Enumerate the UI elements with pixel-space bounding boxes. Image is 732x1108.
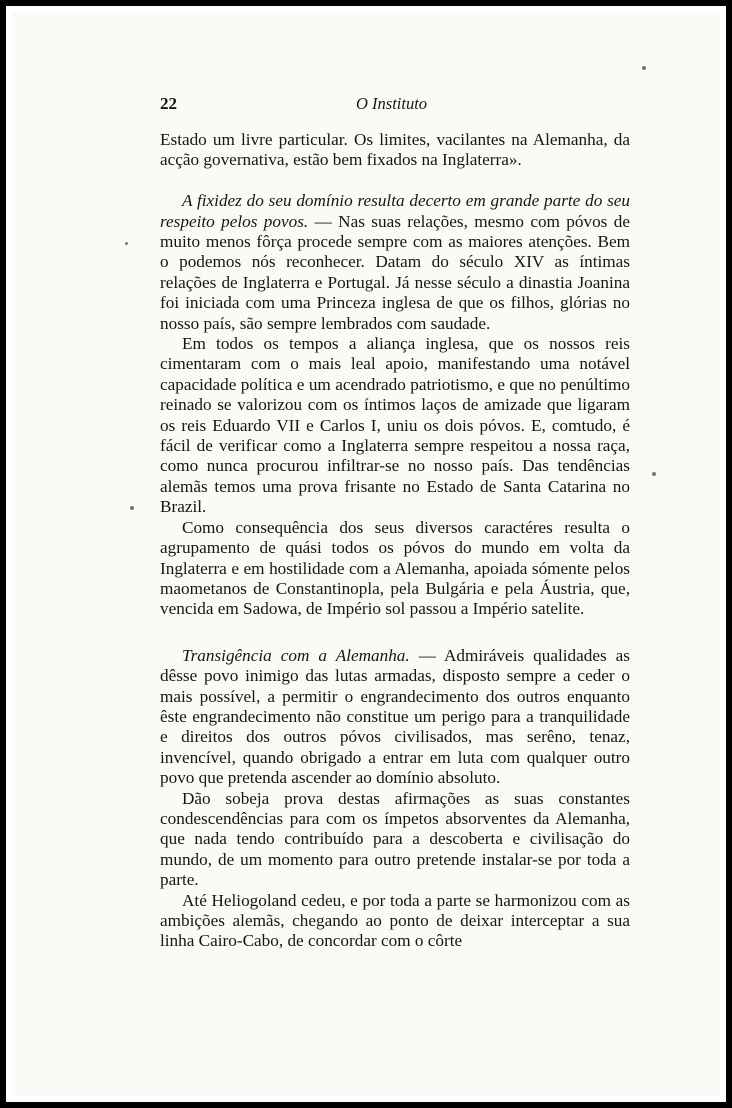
- paragraph-text: Como consequência dos seus diversos caractéres resulta o agrupamento de quási todos os póvos do mundo em volta da Inglaterra e em hostilidade com a Alemanha, apoiada sómente pelos maometanos de Constantinopla, pela Bulgária e pela Áustria, que, vencida em Sadowa, de Império sol passou a Império satelite.: [160, 517, 630, 619]
- running-title: O Instituto: [356, 94, 428, 113]
- section-heading: Transigência com a Alemanha.: [182, 645, 410, 665]
- print-speck: [130, 506, 134, 510]
- page-header: [160, 94, 660, 116]
- paragraph: [160, 130, 630, 171]
- body-text: [160, 130, 630, 952]
- paragraph: [160, 334, 630, 518]
- paragraph-text: Até Heliogoland cedeu, e por toda a parte se harmonizou com as ambições alemãs, chegando ao ponto de deixar interceptar a sua linha Cairo-Cabo, de concordar com o côrte: [160, 890, 630, 951]
- paragraph-text: Em todos os tempos a aliança inglesa, que os nossos reis cimentaram com o mais leal apoio, manifestando uma notável capacidade política e um acendrado patriotismo, e que no penúltimo reinado se valorizou com os íntimos laços de amizade que ligaram os reis Eduardo VII e Carlos I, uniu os dois póvos. E, comtudo, é fácil de verificar como a Inglaterra sempre respeitou a nossa raça, como nunca procurou infiltrar-se no nosso país. Das tendências alemãs temos uma prova frisante no Estado de Santa Catarina no Brazil.: [160, 334, 630, 517]
- page-number: 22: [160, 94, 177, 113]
- paragraph-text: — Nas suas relações, mesmo com póvos de muito menos fôrça procede sempre com as maiores atenções. Bem o podemos nós reconhecer. Datam do século XIV as íntimas relações de Inglaterra e Portugal. Já nesse século a dinastia Joanina foi iniciada com uma Princeza inglesa de que os filhos, glórias no nosso país, são sempre lembrados com saudade.: [160, 211, 630, 333]
- paragraph: [160, 891, 630, 952]
- section-heading: A fixidez do seu domínio resulta decerto em grande parte do seu respeito pelos povos.: [160, 191, 630, 231]
- paragraph-text: — Admiráveis qualidades as dêsse povo inimigo das lutas armadas, disposto sempre a ceder o mais possível, a permitir o engrandecimento dos outros enquanto êste engrandecimento não constitue um perigo para a tranquilidade e direitos dos outros póvos civilisados, mas serêno, tenaz, invencível, quando obrigado a entrar em luta com qualquer outro povo que pretenda ascender ao domínio absoluto.: [160, 645, 630, 788]
- print-speck: [125, 242, 128, 245]
- paragraph-text: Estado um livre particular. Os limites, vacilantes na Alemanha, da acção governativa, estão bem fixados na Inglaterra».: [160, 130, 630, 170]
- print-speck: [652, 472, 656, 476]
- section-paragraph: [160, 646, 630, 789]
- paragraph: [160, 518, 630, 620]
- print-speck: [642, 66, 646, 70]
- section-paragraph: [160, 191, 630, 334]
- paragraph-text: Dão sobeja prova destas afirmações as suas constantes condescendências para com os ímpetos absorventes da Alemanha, que nada tendo contribuído para a descoberta e civilisação do mundo, de um momento para outro pretende instalar-se por toda a parte.: [160, 788, 630, 890]
- paragraph: [160, 789, 630, 891]
